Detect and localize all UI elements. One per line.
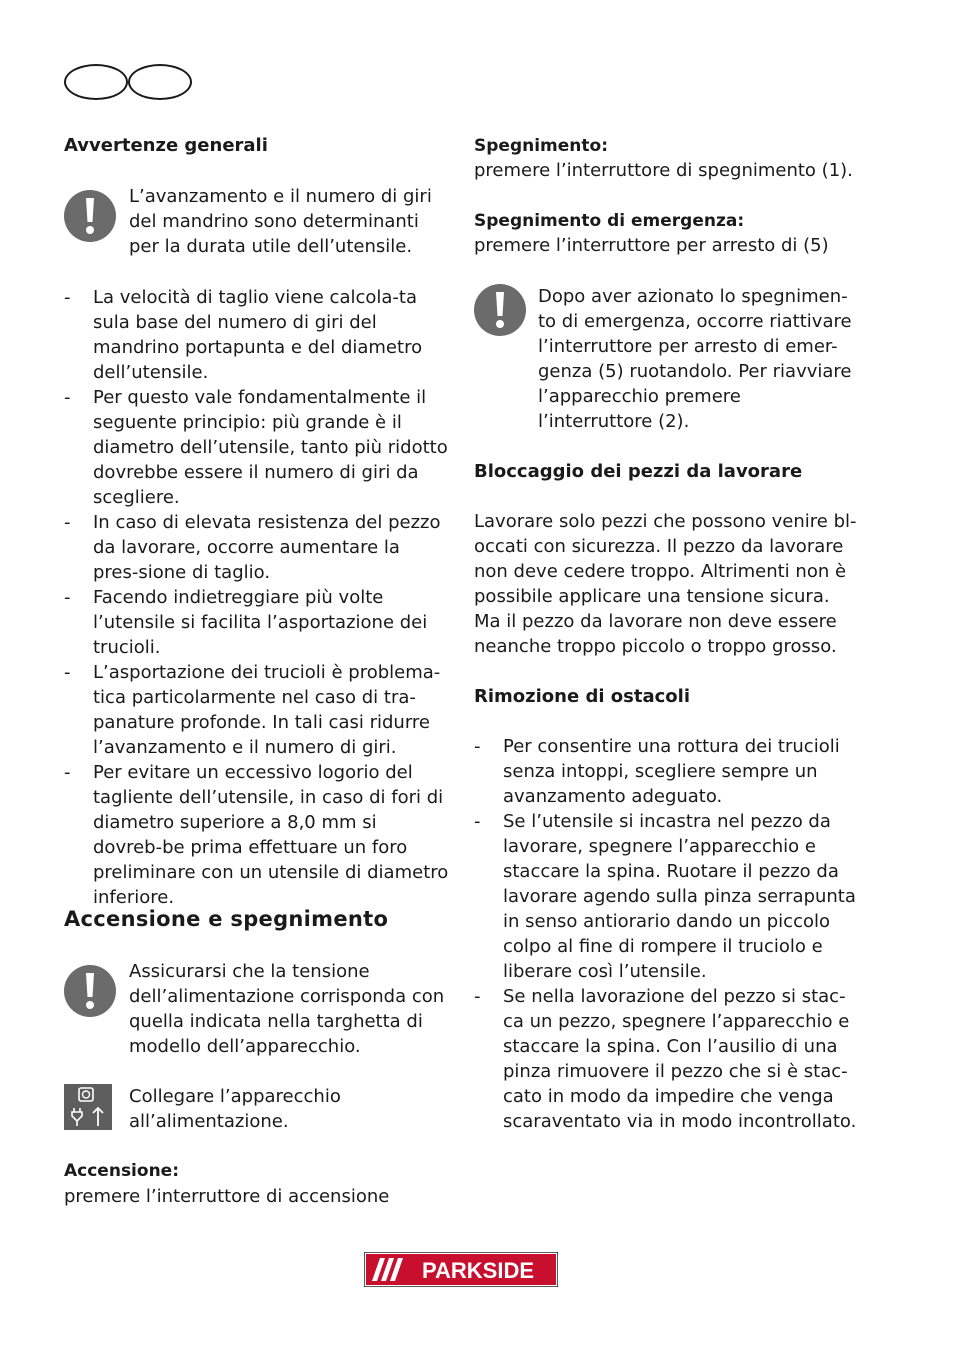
- obstacle-removal-heading: Rimozione di ostacoli: [474, 686, 690, 707]
- power-on-label: Accensione:: [64, 1161, 179, 1181]
- general-bullet-list: [64, 285, 449, 910]
- badge-oval-left: [64, 64, 128, 100]
- voltage-note-text: Assicurarsi che la tensione dell’alimentazione corrisponda con quella indicata nella targhetta di modello dell’apparecchio.: [129, 961, 445, 1057]
- brand-name: PARKSIDE: [421, 1258, 535, 1283]
- list-item: - Se l’utensile si incastra nel pezzo da lavorare, spegnere l’apparecchio e staccare la spina. Ruotare il pezzo da lavorare agendo sulla pinza serrapunta in senso antiorario dando un piccolo colpo al fine di rompere il truciolo e liberare così l’utensile.: [474, 809, 859, 984]
- general-warnings-heading: Avvertenze generali: [64, 135, 268, 156]
- badge-oval-right: [128, 64, 192, 100]
- connect-note-text: Collegare l’apparecchio all’alimentazione.: [129, 1086, 341, 1132]
- obstacle-bullet-list: [474, 734, 859, 1134]
- emergency-off-label: Spegnimento di emergenza:: [474, 211, 745, 231]
- list-item: - Per questo vale fondamentalmente il seguente principio: più grande è il diametro dell’utensile, tanto più ridotto dovrebbe essere il numero di giri da scegliere.: [64, 385, 449, 510]
- plug-connect-icon: [64, 1084, 112, 1137]
- list-item: - Facendo indietreggiare più volte l’utensile si facilita l’asportazione dei trucioli.: [64, 585, 449, 660]
- warning-icon: [63, 964, 117, 1025]
- parkside-logo: [364, 1252, 558, 1287]
- clamping-text: Lavorare solo pezzi che possono venire bl-occati con sicurezza. Il pezzo da lavorare non deve cedere troppo. Altrimenti non è possibile applicare una tensione sicura. Ma il pezzo da lavorare non deve essere neanche troppo piccolo o troppo grosso.: [474, 511, 857, 657]
- general-note-text: L’avanzamento e il numero di giri del mandrino sono determinanti per la durata utile dell’utensile.: [129, 186, 432, 257]
- on-off-heading: Accensione e spegnimento: [64, 907, 389, 931]
- emergency-off-text: premere l’interruttore per arresto di (5): [474, 235, 829, 256]
- warning-icon: [473, 283, 527, 344]
- list-item: - Per consentire una rottura dei trucioli senza intoppi, scegliere sempre un avanzamento adeguato.: [474, 734, 859, 809]
- clamping-heading: Bloccaggio dei pezzi da lavorare: [474, 461, 803, 482]
- list-item: - Per evitare un eccessivo logorio del tagliente dell’utensile, in caso di fori di diametro superiore a 8,0 mm si dovreb-be prima effettuare un foro preliminare con un utensile di diametro inferiore.: [64, 760, 449, 910]
- power-on-text: premere l’interruttore di accensione: [64, 1186, 390, 1207]
- warning-icon: [63, 189, 117, 250]
- emergency-note-text: Dopo aver azionato lo spegnimen-to di emergenza, occorre riattivare l’interruttore per arresto di emer-genza (5) ruotandolo. Per riavviare l’apparecchio premere l’interruttore (2).: [538, 286, 852, 432]
- list-item: - In caso di elevata resistenza del pezzo da lavorare, occorre aumentare la pres-sione di taglio.: [64, 510, 449, 585]
- list-item: - Se nella lavorazione del pezzo si stac-ca un pezzo, spegnere l’apparecchio e staccare la spina. Con l’ausilio di una pinza rimuovere il pezzo che si è stac-cato in modo da impedire che venga scaraventato via in modo incontrollato.: [474, 984, 859, 1134]
- list-item: - L’asportazione dei trucioli è problema-tica particolarmente nel caso di tra-panature profonde. In tali casi ridurre l’avanzamento e il numero di giri.: [64, 660, 449, 760]
- power-off-label: Spegnimento:: [474, 136, 608, 156]
- power-off-text: premere l’interruttore di spegnimento (1).: [474, 160, 853, 181]
- list-item: - La velocità di taglio viene calcola-ta sula base del numero di giri del mandrino portapunta e del diametro dell’utensile.: [64, 285, 449, 385]
- language-badge: [64, 64, 190, 98]
